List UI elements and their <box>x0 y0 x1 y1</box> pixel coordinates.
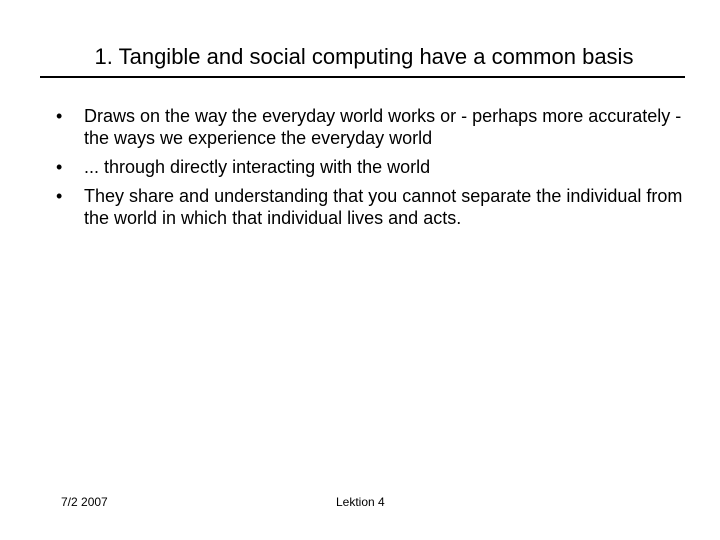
bullet-item <box>56 185 686 229</box>
footer-lecture-label: Lektion 4 <box>336 495 385 509</box>
bullet-item <box>56 156 686 178</box>
footer-date: 7/2 2007 <box>61 495 108 509</box>
title-divider <box>40 76 685 78</box>
bullet-text: ... through directly interacting with the world <box>84 157 431 177</box>
bullet-marker: • <box>56 157 63 177</box>
bullet-text: They share and understanding that you cannot separate the individual from the world in which that individual lives and acts. <box>84 186 683 228</box>
bullet-marker: • <box>56 186 63 206</box>
bullet-list <box>56 105 686 236</box>
bullet-item <box>56 105 686 149</box>
bullet-marker: • <box>56 106 63 126</box>
slide-title: 1. Tangible and social computing have a common basis <box>94 44 634 69</box>
bullet-text: Draws on the way the everyday world works or - perhaps more accurately - the ways we experience the everyday world <box>84 106 682 148</box>
